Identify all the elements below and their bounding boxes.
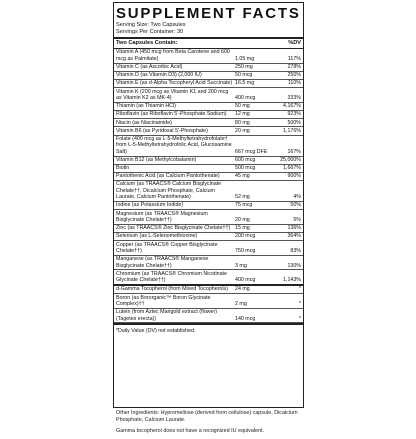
nutrient-name: Vitamin B12 (as Methylcobalamin) [116,156,197,163]
nutrient-daily-value: 130% [287,262,301,269]
nutrient-amount: 400 mcg [235,94,256,101]
nutrient-row [114,294,303,309]
nutrient-row [114,309,303,324]
nutrient-amount: 50 mg [235,103,250,110]
nutrient-daily-value: * [298,286,301,293]
nutrient-daily-value: 250% [287,72,301,79]
panel-title: SUPPLEMENT FACTS [116,5,301,22]
nutrient-row [114,233,303,241]
nutrient-name: Copper (as TRAACS® Copper Bisglycinate Chelate††) [116,241,218,255]
nutrient-row [114,127,303,135]
nutrient-name: Vitamin D (as Vitamin D3) (2,000 IU) [116,72,202,79]
nutrient-daily-value: 1,176% [283,127,301,134]
nutrient-row [114,136,303,157]
nutrient-daily-value: 83% [290,248,301,255]
nutrient-amount: 15 mg [235,225,250,232]
nutrient-amount: 24 mg [235,286,250,293]
nutrient-row [114,241,303,256]
nutrient-daily-value: 1,143% [283,277,301,284]
nutrient-row [114,225,303,233]
nutrient-name: Pantothenic Acid (as Calcium Pantothenate) [116,173,220,180]
gamma-tocopherol-note: Gamma tocopherol does not have a recognized IU equivalent. [116,428,265,434]
nutrient-name: Vitamin C (as Ascorbic Acid) [116,63,183,70]
nutrient-name: Selenium (as L-Selenomethionine) [116,233,198,240]
nutrient-daily-value: 110% [287,80,301,87]
nutrient-daily-value: 4% [293,194,301,201]
nutrient-amount: 200 mcg [235,233,256,240]
nutrient-name: d-Gamma Tocopherol (from Mixed Tocopherols) [116,286,228,293]
nutrient-daily-value: 923% [287,111,301,118]
nutrient-daily-value: 5% [293,217,301,224]
nutrient-name: Calcium (as TRAACS® Calcium Bisglycinate Chelate††, Dicalcium Phosphate, Calcium Laurate, Calcium Pantothenate) [116,181,222,201]
nutrient-row [114,119,303,127]
nutrient-amount: 50 mcg [235,72,253,79]
nutrient-name: Lutein (from Aztec Marigold extract (flower) (Tagetes erecta)) [116,309,217,322]
nutrient-name: Magnesium (as TRAACS® Magnesium Bisglycinate Chelate††) [116,210,208,224]
nutrient-name: Niacin (as Niacinamide) [116,119,172,126]
nutrient-amount: 1.05 mg [235,55,255,62]
nutrient-amount: 3 mg [235,262,247,269]
nutrient-daily-value: 333% [287,94,301,101]
nutrient-amount: 250 mg [235,63,253,70]
nutrient-daily-value: * [298,300,301,307]
nutrient-amount: 400 mcg [235,277,256,284]
nutrient-amount: 500 mcg [235,165,256,172]
nutrient-amount: 667 mcg DFE [235,148,268,155]
nutrient-amount: 600 mcg [235,156,256,163]
other-ingredients: Other Ingredients: Hypromellose (derived from cellulose) capsule, Dicalcium Phosphate, Calcium Laurate. [116,410,298,423]
nutrient-amount: 80 mg [235,119,250,126]
nutrient-name: Boron (as Bororganic™ Boron Glycinate Complex)†† [116,294,211,307]
nutrient-name: Vitamin K (200 mcg as Vitamin K1 and 200 mcg as Vitamin K2 as MK-4) [116,88,229,101]
nutrient-name: Folate (400 mcg as L-5-Methyltetrahydrofolate† from L-5-Methyltetrahydrofolic Acid, Glucosamine Salt) [116,135,232,155]
nutrient-row [114,286,303,294]
nutrient-amount: 16.5 mg [235,80,255,87]
nutrient-row [114,202,303,210]
nutrient-daily-value: 136% [287,225,301,232]
supplement-facts-panel [113,2,304,408]
nutrient-row [114,181,303,202]
nutrient-daily-value: * [298,315,301,322]
nutrient-row [114,157,303,165]
nutrient-daily-value: 167% [287,148,301,155]
nutrient-list [114,49,303,323]
column-header-amount: Two Capsules Contain: [116,40,178,46]
nutrient-amount: 45 mg [235,173,250,180]
nutrient-amount: 52 mg [235,194,250,201]
nutrient-name: Vitamin A (450 mcg from Beta Carotene and 600 mcg as Palmitate) [116,49,230,62]
nutrient-name: Riboflavin (as Riboflavin 5'-Phosphate Sodium) [116,111,227,118]
nutrient-daily-value: 500% [287,119,301,126]
nutrient-name: Chromium (as TRAACS® Chromium Nicotinate Glycinate Chelate††) [116,270,227,284]
nutrient-daily-value: 4,167% [283,103,301,110]
nutrient-row [114,88,303,103]
nutrient-name: Manganese (as TRAACS® Manganese Bisglycinate Chelate††) [116,256,209,269]
nutrient-amount: 20 mg [235,217,250,224]
nutrient-row [114,173,303,181]
nutrient-daily-value: 50% [290,202,301,209]
nutrient-row [114,103,303,111]
nutrient-amount: 12 mg [235,111,250,118]
nutrient-row [114,111,303,119]
column-header [114,39,303,48]
nutrient-daily-value: 900% [287,173,301,180]
nutrient-amount: 20 mg [235,127,250,134]
nutrient-row [114,49,303,64]
dv-footnote: *Daily Value (DV) not established. [116,328,196,335]
nutrient-daily-value: 364% [287,233,301,240]
column-header-dv: %DV [288,40,301,46]
nutrient-row [114,210,303,225]
nutrient-name: Iodine (as Potassium Iodide) [116,202,184,209]
servings-per-container: Servings Per Container: 30 [116,29,184,35]
nutrient-amount: 750 mcg [235,248,256,255]
nutrient-row [114,270,303,286]
nutrient-row [114,64,303,72]
nutrient-daily-value: 278% [287,63,301,70]
nutrient-row [114,80,303,88]
nutrient-amount: 75 mcg [235,202,253,209]
nutrient-daily-value: 1,667% [283,165,301,172]
nutrient-name: Vitamin E (as d-Alpha Tocopheryl Acid Succinate) [116,80,233,87]
nutrient-name: Zinc (as TRAACS® Zinc Bisglycinate Chelate††) [116,225,231,232]
nutrient-amount: 2 mg [235,300,247,307]
nutrient-daily-value: 25,000% [280,156,301,163]
nutrient-name: Biotin [116,165,130,172]
label-notes [116,410,306,439]
nutrient-row [114,165,303,173]
nutrient-amount: 140 mcg [235,315,256,322]
nutrient-daily-value: 117% [287,55,301,62]
nutrient-row [114,256,303,271]
nutrient-row [114,72,303,80]
nutrient-name: Vitamin B6 (as Pyridoxal 5'-Phosphate) [116,127,208,134]
serving-size: Serving Size: Two Capsules [116,22,186,28]
nutrient-name: Thiamin (as Thiamin HCl) [116,103,176,110]
